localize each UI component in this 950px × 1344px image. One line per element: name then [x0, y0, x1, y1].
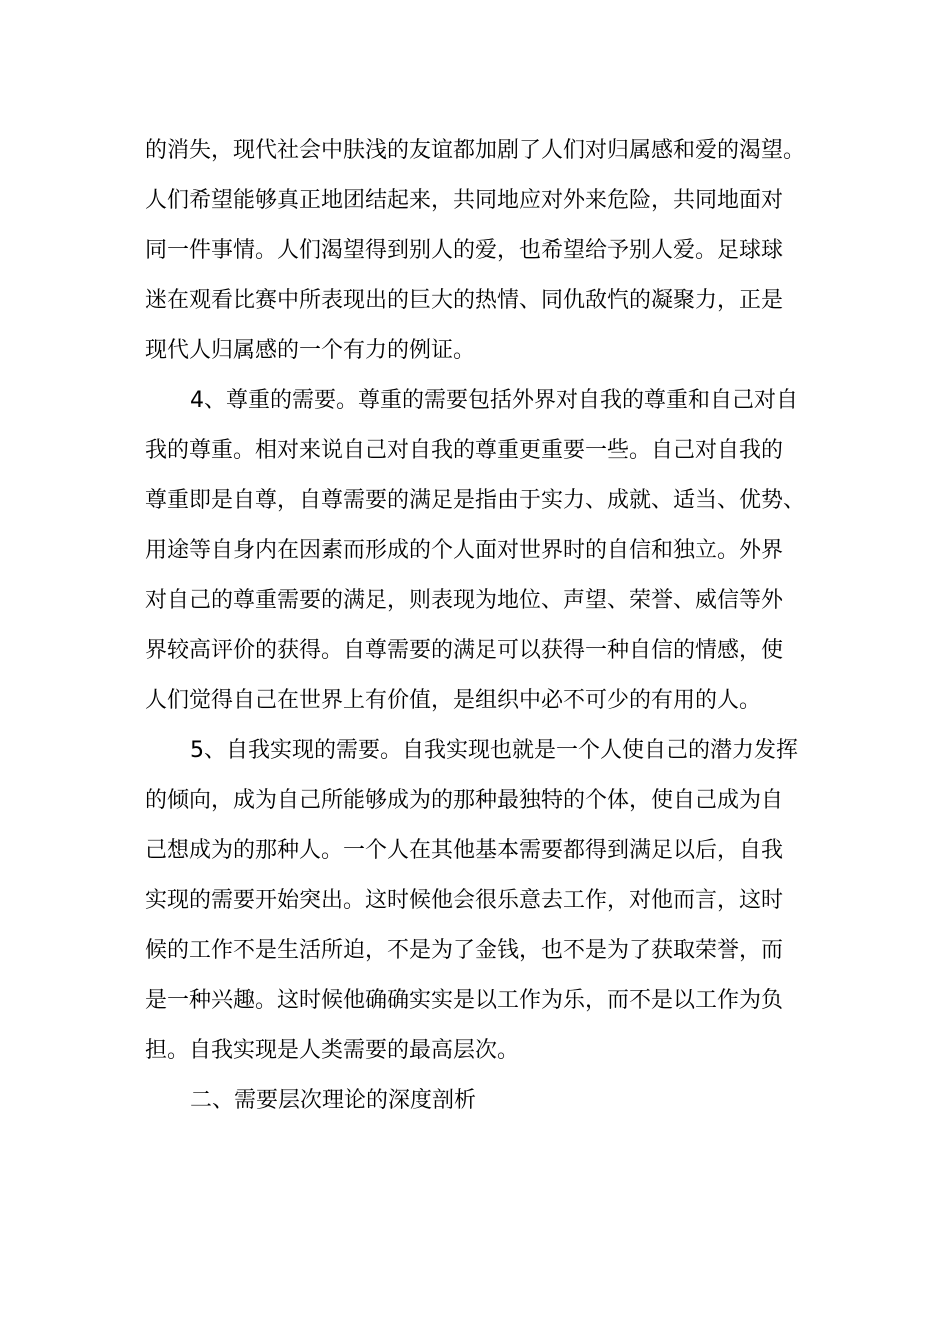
text-line: 对自己的尊重需要的满足，则表现为地位、声望、荣誉、威信等外 [145, 588, 784, 613]
text-line: 迷在观看比赛中所表现出的巨大的热情、同仇敌忾的凝聚力，正是 [145, 288, 784, 313]
text-line: 人们希望能够真正地团结起来，共同地应对外来危险，共同地面对 [145, 188, 784, 213]
text-line: 尊重即是自尊，自尊需要的满足是指由于实力、成就、适当、优势、 [145, 488, 806, 513]
section-heading: 二、需要层次理论的深度剖析 [190, 1088, 477, 1113]
text-line: 同一件事情。人们渴望得到别人的爱，也希望给予别人爱。足球球 [145, 238, 784, 263]
text-line: 是一种兴趣。这时候他确确实实是以工作为乐，而不是以工作为负 [145, 988, 784, 1013]
text-line: 我的尊重。相对来说自己对自我的尊重更重要一些。自己对自我的 [145, 438, 784, 463]
text-line: 候的工作不是生活所迫，不是为了金钱，也不是为了获取荣誉，而 [145, 938, 784, 963]
paragraph-start-line: 4、尊重的需要。尊重的需要包括外界对自我的尊重和自己对自 [190, 388, 798, 413]
text-line: 现代人归属感的一个有力的例证。 [145, 338, 476, 363]
text-line: 己想成为的那种人。一个人在其他基本需要都得到满足以后，自我 [145, 838, 784, 863]
text-line: 担。自我实现是人类需要的最高层次。 [145, 1038, 520, 1063]
text-line: 的消失，现代社会中肤浅的友谊都加剧了人们对归属感和爱的渴望。 [145, 138, 806, 163]
document-body [145, 126, 813, 1126]
text-line: 实现的需要开始突出。这时候他会很乐意去工作，对他而言，这时 [145, 888, 784, 913]
text-line: 用途等自身内在因素而形成的个人面对世界时的自信和独立。外界 [145, 538, 784, 563]
text-line: 人们觉得自己在世界上有价值，是组织中必不可少的有用的人。 [145, 688, 762, 713]
paragraph-start-line: 5、自我实现的需要。自我实现也就是一个人使自己的潜力发挥 [190, 738, 798, 763]
text-line: 的倾向，成为自己所能够成为的那种最独特的个体，使自己成为自 [145, 788, 784, 813]
text-line: 界较高评价的获得。自尊需要的满足可以获得一种自信的情感，使 [145, 638, 784, 663]
